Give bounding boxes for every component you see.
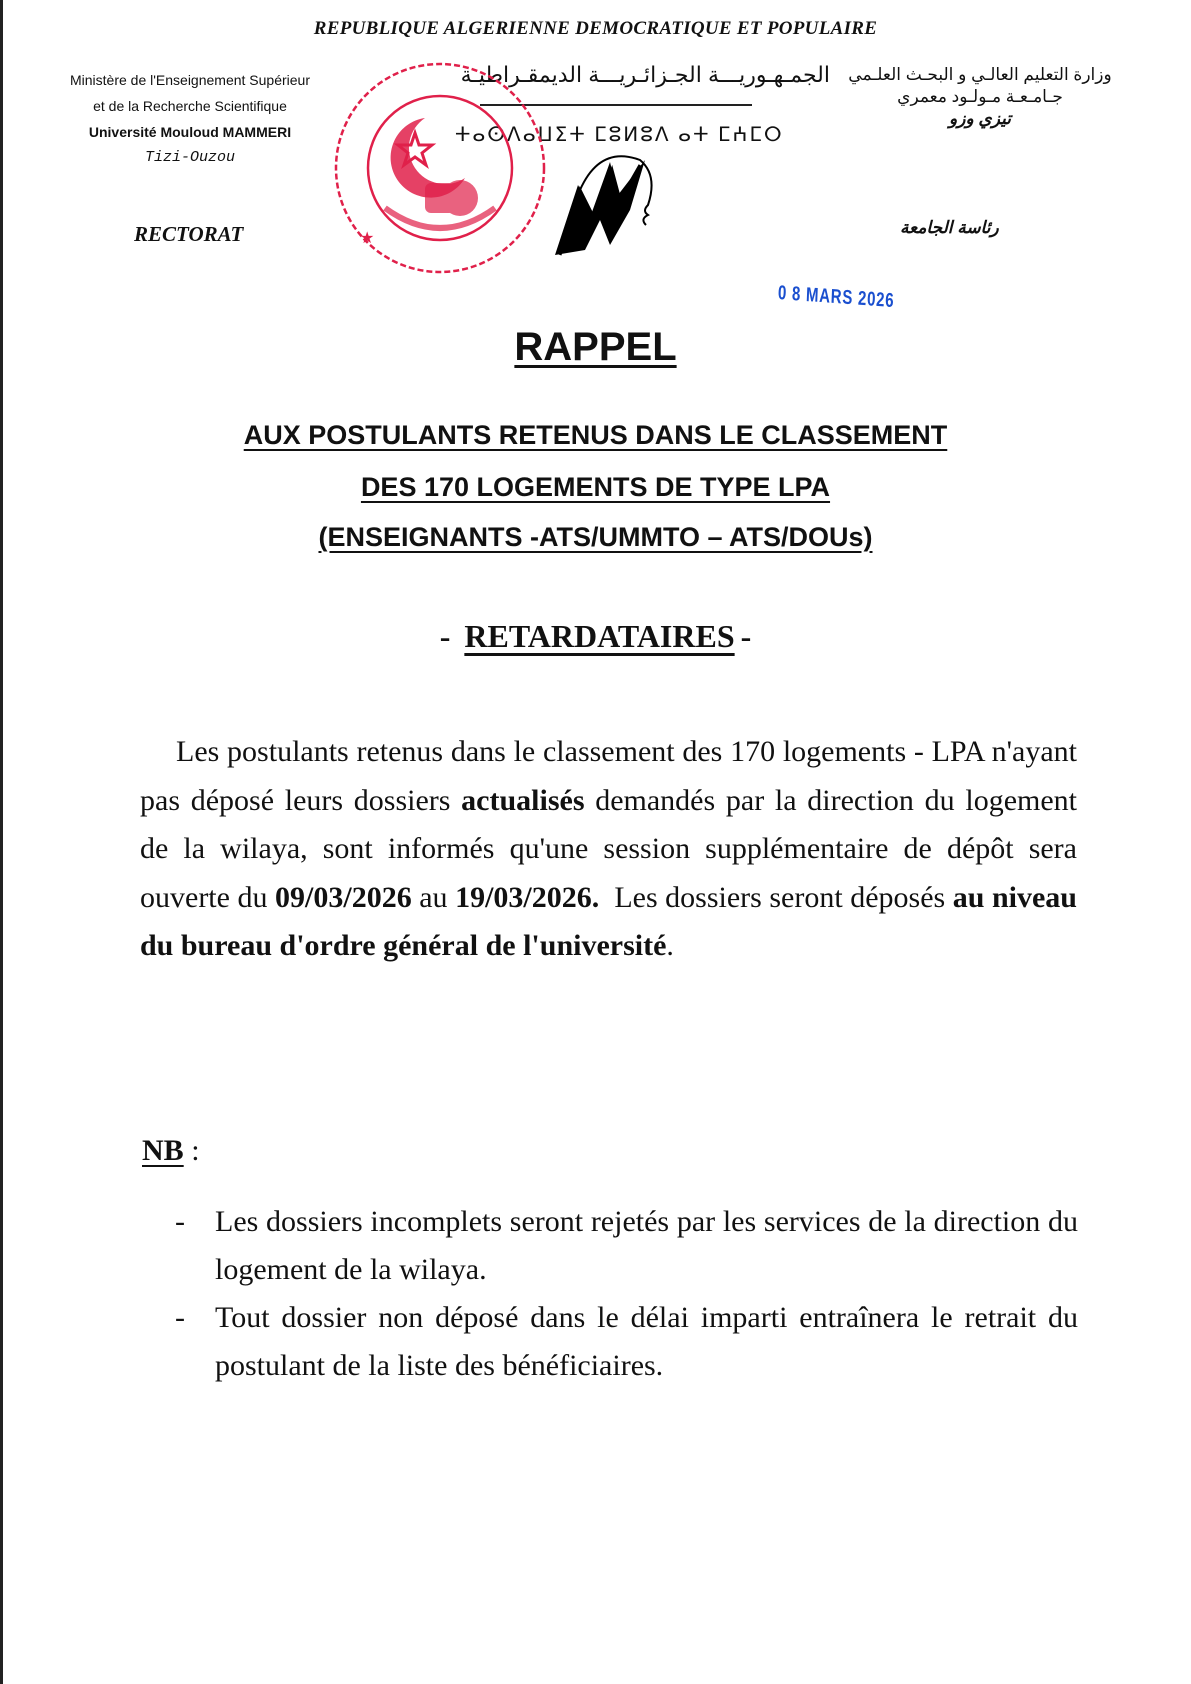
- subtitle-line-3: [0, 522, 1191, 553]
- body-text-4: Les dossiers seront déposés: [599, 880, 953, 914]
- bullet-dash: -: [175, 1301, 185, 1334]
- title-text: RAPPEL: [514, 325, 677, 369]
- ministry-ar: وزارة التعليم العالـي و البحـث العلـمي: [848, 65, 1112, 84]
- city-fr: Tizi-Ouzou: [144, 149, 235, 166]
- rectorat-ar: رئاسة الجامعة: [900, 218, 999, 237]
- deposit-location: au niveau du bureau d'ordre général de l'université: [140, 880, 1077, 962]
- nb-colon: :: [183, 1134, 200, 1167]
- section-heading: [0, 618, 1191, 655]
- ministry-line-1: Ministère de l'Enseignement Supérieur: [69, 72, 311, 88]
- list-item: [175, 1294, 1078, 1390]
- scan-edge: [0, 0, 3, 1684]
- university-logo: [540, 150, 670, 260]
- subtitle-text-2: DES 170 LOGEMENTS DE TYPE LPA: [360, 472, 831, 502]
- document-title: [0, 325, 1191, 370]
- body-text-5: .: [666, 929, 674, 962]
- dash-right: -: [740, 618, 752, 654]
- body-text-2: demandés par la direction du logement de la wilaya, sont informés qu'une session supplémentaire de dépôt sera ouverte du: [140, 783, 1077, 914]
- seal-star-icon: ★: [360, 228, 375, 247]
- nb-label: NB: [142, 1134, 184, 1167]
- university-name-ar: جـامـعـة مـولـود معمري: [897, 87, 1063, 106]
- university-name-fr: Université Mouloud MAMMERI: [88, 124, 292, 140]
- body-text-3: au: [411, 880, 456, 914]
- university-name-tifinagh: ⵜⴰⵙⴷⴰⵡⵉⵜ ⵎⵓⵍⵓⴷ ⴰⵜ ⵎⵄⵎⵔ: [455, 124, 784, 146]
- list-item-text: Tout dossier non déposé dans le délai imparti entraînera le retrait du postulant de la liste des bénéficiaires.: [215, 1301, 1078, 1382]
- ministry-block-ar: [820, 64, 1140, 130]
- list-item-text: Les dossiers incomplets seront rejetés par les services de la direction du logement de la wilaya.: [215, 1205, 1078, 1286]
- republic-title-ar: الجمـهـوريـــة الجـزائـريـــة الديمقـراطيـة: [460, 62, 830, 87]
- ministry-block-fr: [40, 67, 340, 171]
- nb-heading: [142, 1134, 200, 1168]
- ministry-line-2: et de la Recherche Scientifique: [93, 98, 287, 114]
- subtitle-line-1: [0, 420, 1191, 451]
- dash-left: -: [439, 618, 451, 654]
- end-date: 19/03/2026.: [455, 880, 600, 914]
- subtitle-line-2: [0, 472, 1191, 503]
- city-ar: تيزي وزو: [949, 109, 1011, 128]
- official-seal-stamp: [330, 58, 550, 278]
- nb-list: [175, 1198, 1078, 1390]
- start-date: 09/03/2026: [275, 880, 412, 914]
- section-label: RETARDATAIRES: [464, 618, 735, 654]
- republic-title-fr: REPUBLIQUE ALGERIENNE DEMOCRATIQUE ET POPULAIRE: [313, 18, 878, 39]
- body-bold-actualises: actualisés: [461, 783, 585, 817]
- subtitle-text-3: (ENSEIGNANTS -ATS/UMMTO – ATS/DOUs): [318, 522, 873, 552]
- body-text-1: Les postulants retenus dans le classement des 170 logements - LPA n'ayant pas déposé leurs dossiers: [140, 735, 1077, 817]
- bullet-dash: -: [175, 1205, 185, 1238]
- list-item: [175, 1198, 1078, 1294]
- date-received-stamp: 0 8 MARS 2026: [777, 282, 895, 313]
- subtitle-text-1: AUX POSTULANTS RETENUS DANS LE CLASSEMENT: [243, 420, 948, 450]
- body-paragraph: [140, 728, 1077, 971]
- rectorat-fr: RECTORAT: [134, 222, 244, 246]
